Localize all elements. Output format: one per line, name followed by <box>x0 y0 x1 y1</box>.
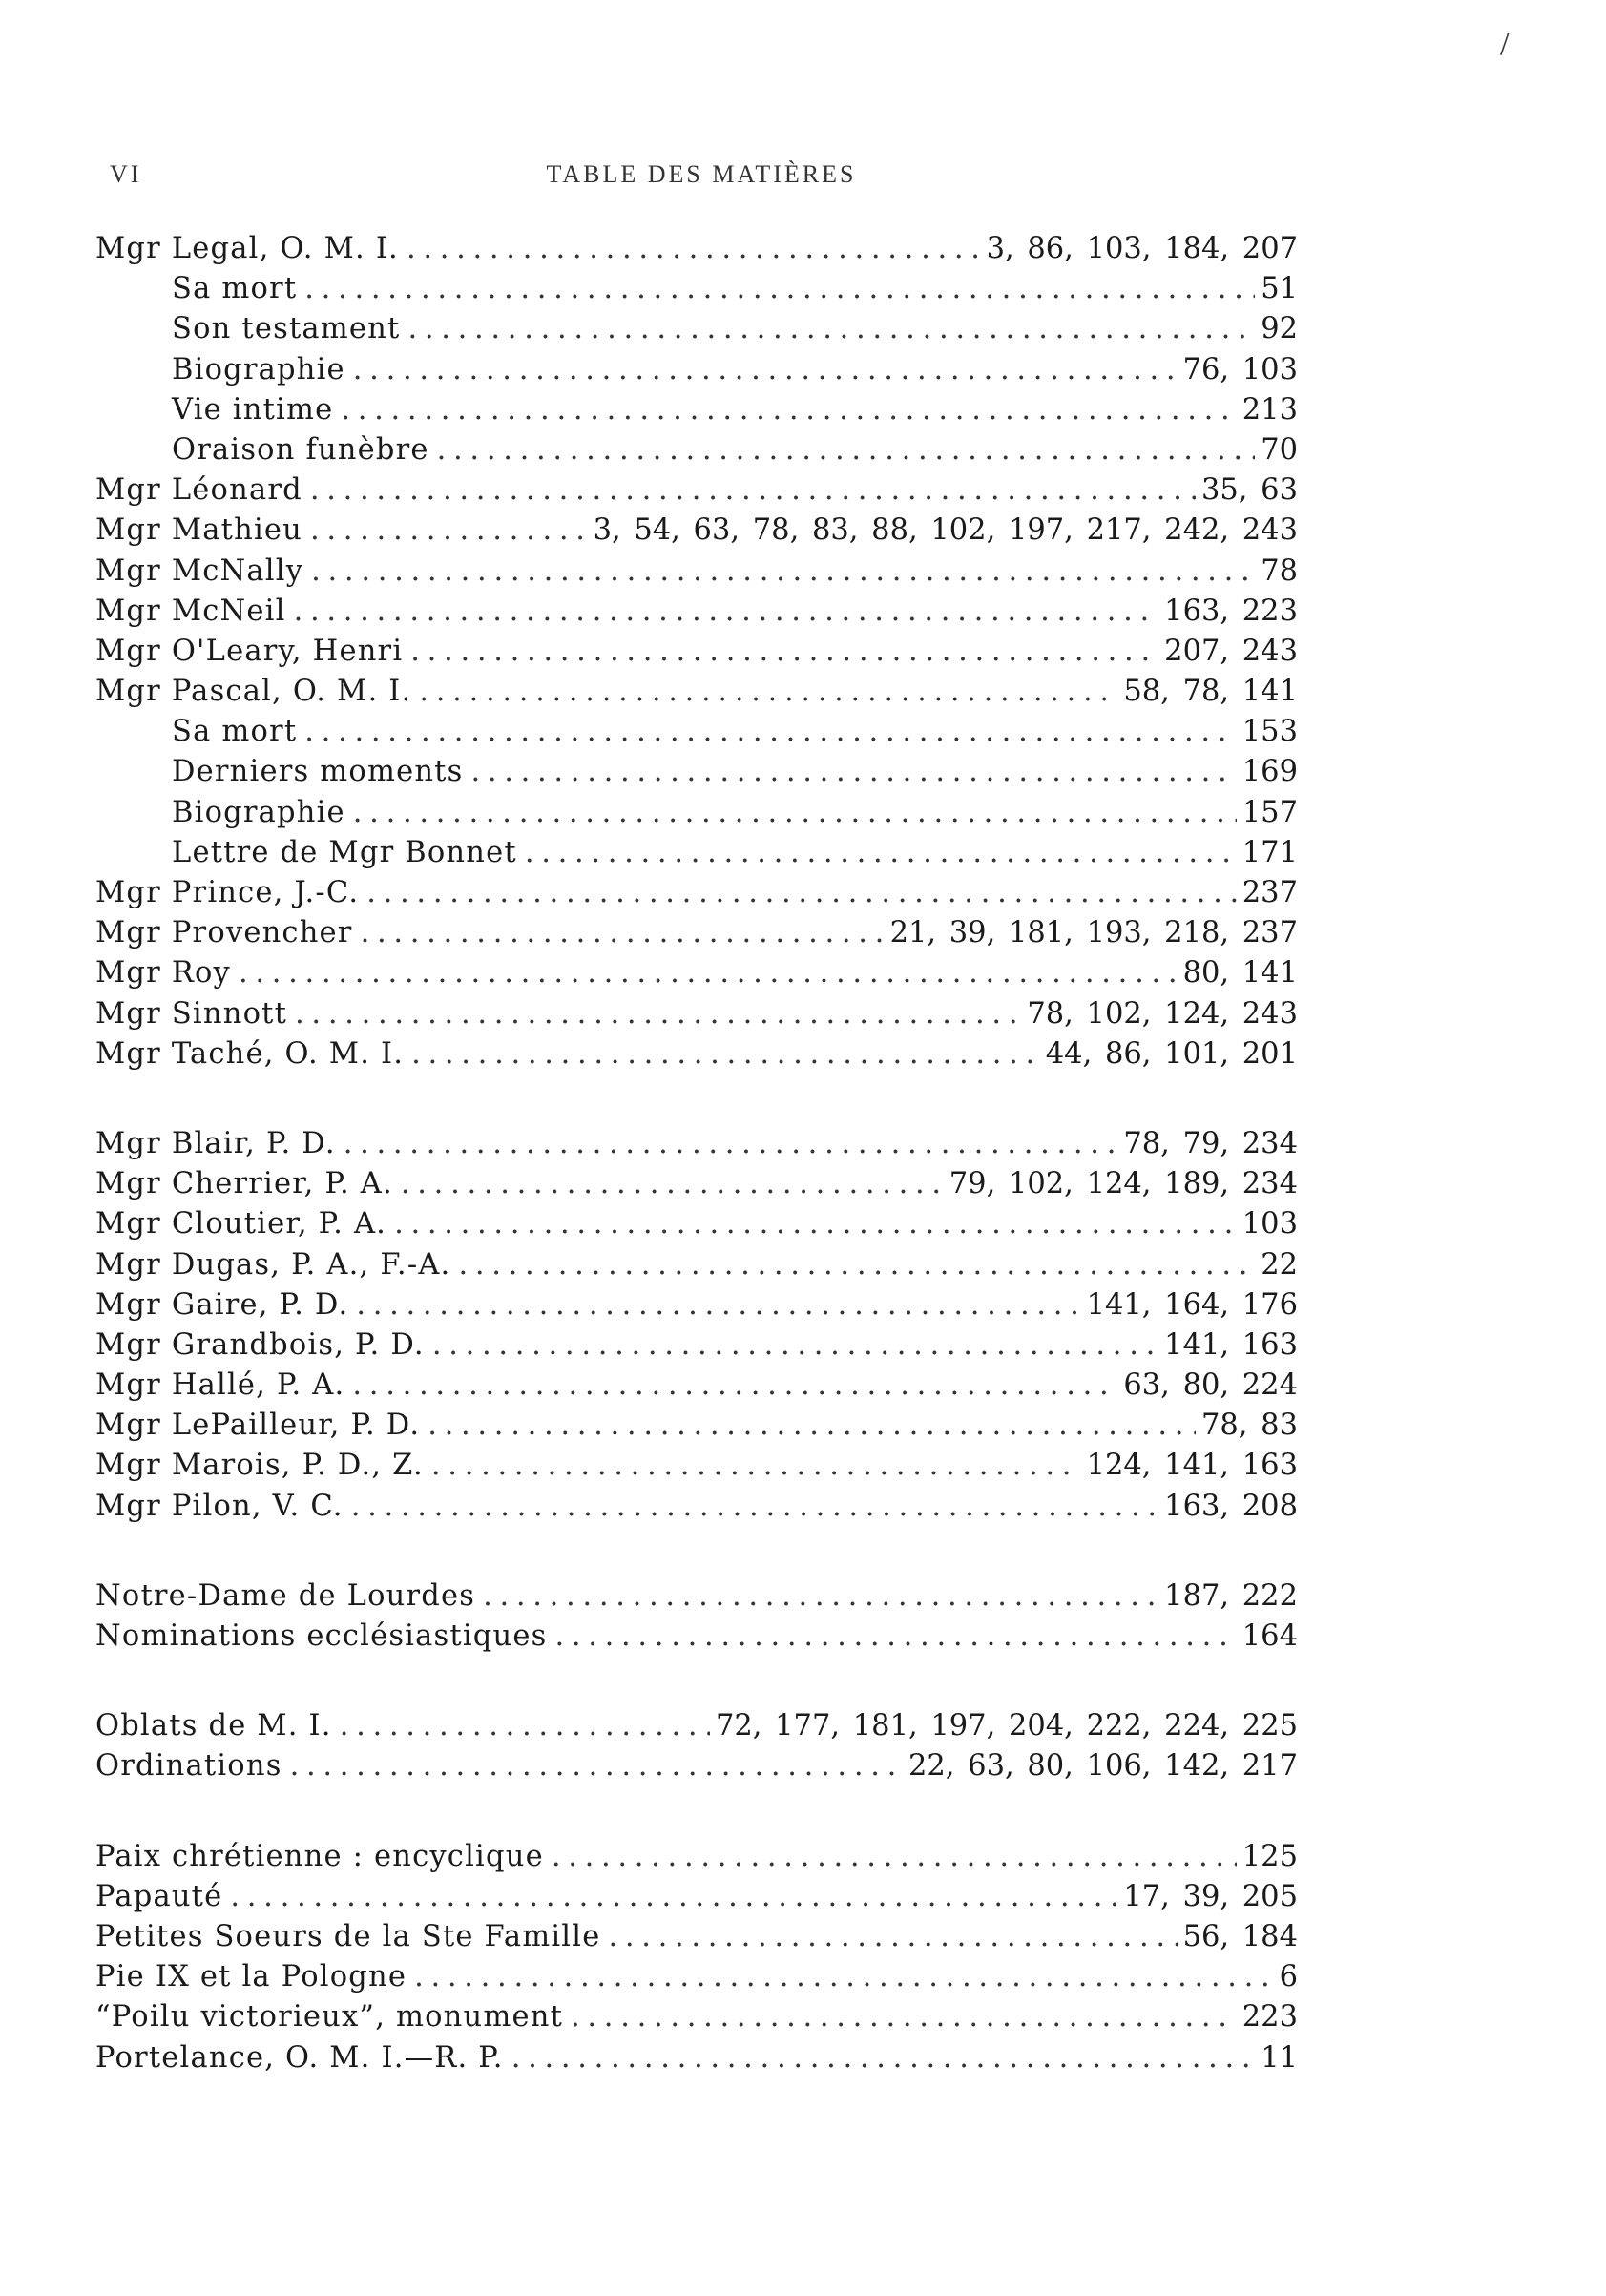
index-list <box>95 229 1298 2078</box>
index-subentry <box>95 269 1298 309</box>
entry-term: Mgr Prince, J.-C. <box>95 876 360 909</box>
entry-term: Vie intime <box>172 392 334 427</box>
dot-leader <box>290 1746 903 1786</box>
entry-pages: 125 <box>1241 1839 1298 1873</box>
entry-term: Sa mort <box>172 715 298 749</box>
index-subentry <box>95 350 1298 390</box>
dot-leader <box>458 1245 1255 1285</box>
entry-pages: 6 <box>1279 1960 1298 1994</box>
dot-leader <box>554 1617 1236 1657</box>
index-entry <box>95 1204 1298 1244</box>
entry-pages: 44, 86, 101, 201 <box>1045 1036 1298 1071</box>
entry-term: Mgr O'Leary, Henri <box>95 634 404 668</box>
index-entry <box>95 913 1298 953</box>
index-group <box>95 1706 1298 1786</box>
entry-term: Biographie <box>172 352 345 386</box>
entry-pages: 58, 78, 141 <box>1123 675 1298 709</box>
dot-leader <box>428 1406 1196 1446</box>
index-entry <box>95 1124 1298 1164</box>
corner-mark: / <box>1500 27 1510 62</box>
index-entry <box>95 1746 1298 1786</box>
dot-leader <box>410 632 1158 672</box>
entry-term: Nominations ecclésiastiques <box>95 1619 548 1653</box>
entry-term: Papauté <box>95 1879 223 1913</box>
index-entry <box>95 1576 1298 1617</box>
dot-leader <box>407 229 981 269</box>
index-entry <box>95 2038 1298 2078</box>
entry-pages: 187, 222 <box>1164 1578 1298 1613</box>
entry-term: Paix chrétienne : encyclique <box>95 1839 544 1873</box>
page-title: TABLE DES MATIÈRES <box>546 160 857 188</box>
entry-pages: 78 <box>1261 553 1298 588</box>
entry-term: Oblats de M. I. <box>95 1709 332 1743</box>
dot-leader <box>419 672 1117 712</box>
entry-term: Mgr LePailleur, P. D. <box>95 1409 421 1443</box>
index-group <box>95 229 1298 1075</box>
dot-leader <box>353 350 1178 390</box>
entry-pages: 207, 243 <box>1164 634 1298 668</box>
index-entry <box>95 953 1298 993</box>
entry-pages: 92 <box>1261 312 1298 346</box>
entry-pages: 141, 164, 176 <box>1086 1287 1298 1322</box>
dot-leader <box>432 1325 1158 1366</box>
entry-pages: 22 <box>1261 1247 1298 1282</box>
index-entry <box>95 1446 1298 1486</box>
entry-term: Mgr Taché, O. M. I. <box>95 1036 405 1071</box>
entry-pages: 21, 39, 181, 193, 218, 237 <box>889 916 1298 950</box>
dot-leader <box>356 1285 1080 1325</box>
entry-pages: 78, 102, 124, 243 <box>1027 996 1298 1031</box>
index-entry <box>95 1877 1298 1917</box>
index-group <box>95 1837 1298 2078</box>
dot-leader <box>571 1997 1237 2037</box>
dot-leader <box>437 430 1256 470</box>
dot-leader <box>341 390 1236 430</box>
entry-term: Pie IX et la Pologne <box>95 1960 407 1994</box>
index-entry <box>95 1325 1298 1366</box>
entry-pages: 3, 86, 103, 184, 207 <box>986 232 1298 265</box>
index-entry <box>95 1957 1298 1997</box>
dot-leader <box>295 994 1021 1034</box>
entry-term: Mgr Mathieu <box>95 513 302 548</box>
running-header <box>110 160 1293 198</box>
entry-term: Mgr Pascal, O. M. I. <box>95 675 412 709</box>
entry-pages: 169 <box>1241 755 1298 789</box>
dot-leader <box>470 752 1236 792</box>
entry-pages: 51 <box>1261 272 1298 306</box>
index-entry <box>95 1285 1298 1325</box>
entry-pages: 22, 63, 80, 106, 142, 217 <box>907 1749 1298 1784</box>
dot-leader <box>311 552 1255 592</box>
entry-term: Notre-Dame de Lourdes <box>95 1578 476 1613</box>
index-entry <box>95 632 1298 672</box>
index-entry <box>95 592 1298 632</box>
entry-term: Son testament <box>172 312 401 346</box>
dot-leader <box>608 1917 1177 1957</box>
entry-pages: 141, 163 <box>1164 1327 1298 1362</box>
dot-leader <box>310 470 1196 511</box>
entry-pages: 80, 141 <box>1182 956 1298 991</box>
dot-leader <box>351 1487 1158 1527</box>
entry-pages: 171 <box>1241 835 1298 869</box>
entry-pages: 79, 102, 124, 189, 234 <box>949 1167 1298 1201</box>
index-entry <box>95 1034 1298 1075</box>
entry-term: Portelance, O. M. I.—R. P. <box>95 2040 504 2075</box>
index-subentry <box>95 309 1298 349</box>
entry-pages: 163, 208 <box>1164 1489 1298 1523</box>
index-entry <box>95 1406 1298 1446</box>
dot-leader <box>401 1164 944 1204</box>
entry-pages: 56, 184 <box>1182 1919 1298 1953</box>
entry-pages: 223 <box>1241 2000 1298 2035</box>
entry-pages: 3, 54, 63, 78, 83, 88, 102, 197, 217, 242, 243 <box>593 513 1298 548</box>
entry-term: Mgr Grandbois, P. D. <box>95 1327 425 1362</box>
index-group <box>95 1576 1298 1657</box>
entry-pages: 213 <box>1241 392 1298 427</box>
index-subentry <box>95 752 1298 792</box>
dot-leader <box>411 1034 1040 1075</box>
entry-term: Mgr Sinnott <box>95 996 288 1031</box>
index-subentry <box>95 793 1298 833</box>
entry-pages: 163, 223 <box>1164 594 1298 628</box>
dot-leader <box>525 833 1237 873</box>
entry-term: Mgr Roy <box>95 956 231 991</box>
entry-term: Mgr Hallé, P. A. <box>95 1368 345 1403</box>
entry-term: Derniers moments <box>172 755 464 789</box>
entry-term: Mgr Legal, O. M. I. <box>95 232 399 265</box>
dot-leader <box>294 592 1159 632</box>
entry-term: Mgr Léonard <box>95 473 302 508</box>
entry-pages: 164 <box>1241 1619 1298 1653</box>
entry-term: Mgr Cherrier, P. A. <box>95 1167 393 1201</box>
entry-pages: 35, 63 <box>1200 473 1298 508</box>
dot-leader <box>511 2038 1255 2078</box>
dot-leader <box>483 1576 1158 1617</box>
entry-pages: 78, 79, 234 <box>1123 1126 1298 1160</box>
entry-pages: 124, 141, 163 <box>1086 1449 1298 1483</box>
entry-term: Mgr Pilon, V. C. <box>95 1489 344 1523</box>
index-entry <box>95 994 1298 1034</box>
dot-leader <box>394 1204 1237 1244</box>
dot-leader <box>310 511 588 551</box>
dot-leader <box>340 1706 710 1746</box>
dot-leader <box>407 309 1255 349</box>
index-group <box>95 1124 1298 1527</box>
entry-term: Mgr McNally <box>95 553 304 588</box>
entry-pages: 103 <box>1241 1207 1298 1242</box>
index-entry <box>95 1706 1298 1746</box>
dot-leader <box>352 1366 1117 1406</box>
dot-leader <box>230 1877 1117 1917</box>
index-entry <box>95 672 1298 712</box>
entry-term: Mgr McNeil <box>95 594 286 628</box>
entry-term: Mgr Provencher <box>95 916 353 950</box>
dot-leader <box>304 269 1255 309</box>
index-subentry <box>95 833 1298 873</box>
entry-term: Lettre de Mgr Bonnet <box>172 835 517 869</box>
entry-term: Mgr Blair, P. D. <box>95 1126 336 1160</box>
entry-pages: 70 <box>1261 432 1298 467</box>
index-entry <box>95 1917 1298 1957</box>
entry-term: Oraison funèbre <box>172 432 429 467</box>
entry-term: Mgr Dugas, P. A., F.-A. <box>95 1247 451 1282</box>
entry-term: Mgr Marois, P. D., Z. <box>95 1449 424 1483</box>
index-entry <box>95 511 1298 551</box>
entry-pages: 237 <box>1241 876 1298 909</box>
dot-leader <box>366 873 1237 913</box>
entry-term: Mgr Cloutier, P. A. <box>95 1207 387 1242</box>
entry-pages: 153 <box>1241 715 1298 749</box>
entry-term: “Poilu victorieux”, monument <box>95 2000 564 2035</box>
entry-term: Ordinations <box>95 1749 282 1784</box>
index-entry <box>95 1245 1298 1285</box>
dot-leader <box>353 793 1237 833</box>
index-entry <box>95 1617 1298 1657</box>
index-subentry <box>95 712 1298 752</box>
entry-pages: 11 <box>1261 2040 1298 2075</box>
dot-leader <box>344 1124 1118 1164</box>
index-entry <box>95 1164 1298 1204</box>
entry-pages: 78, 83 <box>1200 1409 1298 1443</box>
index-subentry <box>95 430 1298 470</box>
index-subentry <box>95 390 1298 430</box>
entry-pages: 63, 80, 224 <box>1123 1368 1298 1403</box>
index-entry <box>95 1366 1298 1406</box>
index-entry <box>95 229 1298 269</box>
entry-pages: 72, 177, 181, 197, 204, 222, 224, 225 <box>715 1709 1298 1743</box>
index-entry <box>95 1997 1298 2037</box>
index-entry <box>95 1837 1298 1877</box>
entry-pages: 17, 39, 205 <box>1123 1879 1298 1913</box>
entry-term: Petites Soeurs de la Ste Famille <box>95 1919 601 1953</box>
dot-leader <box>239 953 1178 993</box>
dot-leader <box>414 1957 1273 1997</box>
index-entry <box>95 552 1298 592</box>
dot-leader <box>304 712 1236 752</box>
index-entry <box>95 1487 1298 1527</box>
index-entry <box>95 470 1298 511</box>
dot-leader <box>431 1446 1081 1486</box>
entry-term: Sa mort <box>172 272 298 306</box>
entry-term: Biographie <box>172 795 345 829</box>
entry-pages: 157 <box>1241 795 1298 829</box>
index-entry <box>95 873 1298 913</box>
dot-leader <box>552 1837 1237 1877</box>
entry-pages: 76, 103 <box>1182 352 1298 386</box>
entry-term: Mgr Gaire, P. D. <box>95 1287 349 1322</box>
dot-leader <box>361 913 885 953</box>
page-number: VI <box>110 160 142 188</box>
